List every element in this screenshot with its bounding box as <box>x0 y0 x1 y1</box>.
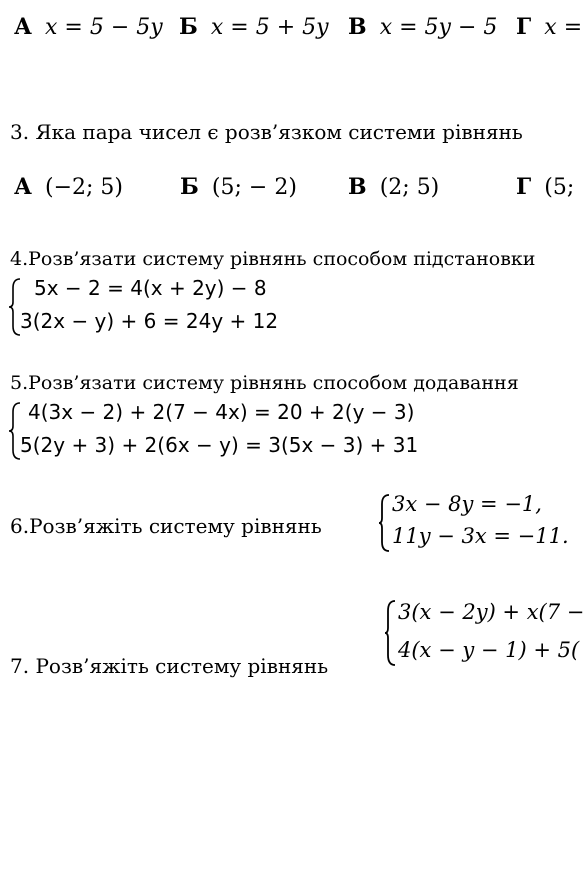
q2-option-a-letter: А <box>14 14 32 40</box>
q2-option-a <box>14 14 163 40</box>
q3-option-d <box>516 174 574 200</box>
q6-equation-2: 11y − 3x = −11. <box>392 524 569 548</box>
q4-equation-2: 3(2x − y) + 6 = 24y + 12 <box>20 309 279 333</box>
q3-option-d-letter: Г <box>516 174 532 200</box>
q2-options-row <box>14 14 584 44</box>
q6-equation-1: 3x − 8y = −1, <box>392 492 542 516</box>
q3-question: 3. Яка пара чисел є розв’язком системи рівнянь <box>10 120 523 144</box>
q2-option-b <box>179 14 329 40</box>
q2-option-a-text: x = 5 − 5y <box>45 15 163 40</box>
q7-brace-icon <box>384 600 396 666</box>
q3-option-c-text: (2; 5) <box>379 175 440 200</box>
q3-option-d-text: (5; <box>544 175 575 200</box>
q4-system <box>8 276 568 338</box>
q2-option-d-letter: Г <box>516 14 532 40</box>
q3-option-c <box>348 174 439 200</box>
q3-option-a-text: (−2; 5) <box>45 175 124 200</box>
q7-equation-1: 3(x − 2y) + x(7 − <box>398 600 584 624</box>
q2-option-c-letter: В <box>348 14 367 40</box>
q2-option-b-letter: Б <box>179 14 198 40</box>
q7-equation-2: 4(x − y − 1) + 5( <box>398 638 580 662</box>
q2-option-c-text: x = 5y − 5 <box>379 15 498 40</box>
q4-question: 4.Розв’язати систему рівнянь способом підстановки <box>10 248 536 270</box>
q7-question: 7. Розв’яжіть систему рівнянь <box>10 654 329 678</box>
q2-option-d-text: x = <box>544 15 583 40</box>
q3-option-b <box>180 174 297 200</box>
q5-equation-1: 4(3x − 2) + 2(7 − 4x) = 20 + 2(y − 3) <box>28 400 415 424</box>
q6-question: 6.Розв’яжіть систему рівнянь <box>10 514 322 538</box>
q3-options-row <box>14 174 584 208</box>
q2-option-d <box>516 14 582 40</box>
q6-system <box>378 490 576 554</box>
q6-brace-icon <box>378 494 390 552</box>
q3-option-c-letter: В <box>348 174 367 200</box>
q3-option-b-text: (5; − 2) <box>211 175 297 200</box>
q3-option-b-letter: Б <box>180 174 199 200</box>
q5-equation-2: 5(2y + 3) + 2(6x − y) = 3(5x − 3) + 31 <box>20 433 419 457</box>
q5-system <box>8 400 568 462</box>
q4-equation-1: 5x − 2 = 4(x + 2y) − 8 <box>34 276 267 300</box>
q7-system <box>384 596 584 670</box>
q5-question: 5.Розв’язати систему рівнянь способом додавання <box>10 372 519 394</box>
q2-option-c <box>348 14 497 40</box>
q3-option-a-letter: А <box>14 174 32 200</box>
q3-option-a <box>14 174 123 200</box>
q2-option-b-text: x = 5 + 5y <box>210 15 329 40</box>
